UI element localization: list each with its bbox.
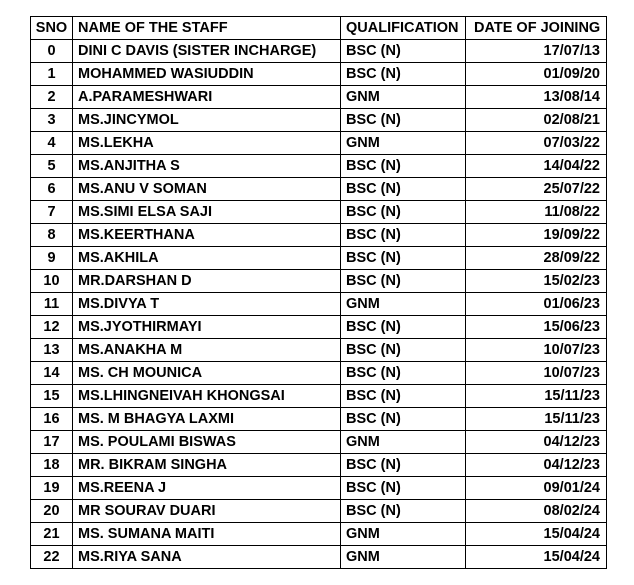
cell-qualification: BSC (N) (341, 316, 466, 339)
table-row (31, 293, 607, 316)
cell-qualification: BSC (N) (341, 408, 466, 431)
cell-qualification: GNM (341, 546, 466, 569)
table-row (31, 178, 607, 201)
cell-qualification: GNM (341, 431, 466, 454)
cell-date-of-joining: 01/09/20 (466, 63, 607, 86)
cell-date-of-joining: 09/01/24 (466, 477, 607, 500)
cell-sno: 13 (31, 339, 73, 362)
cell-name: MS.KEERTHANA (73, 224, 341, 247)
cell-name: MS.JINCYMOL (73, 109, 341, 132)
cell-sno: 22 (31, 546, 73, 569)
cell-name: MS. M BHAGYA LAXMI (73, 408, 341, 431)
cell-sno: 14 (31, 362, 73, 385)
cell-qualification: BSC (N) (341, 270, 466, 293)
cell-sno: 0 (31, 40, 73, 63)
cell-qualification: GNM (341, 523, 466, 546)
cell-date-of-joining: 15/02/23 (466, 270, 607, 293)
table-row (31, 477, 607, 500)
table-row (31, 546, 607, 569)
cell-qualification: BSC (N) (341, 63, 466, 86)
cell-name: MS. CH MOUNICA (73, 362, 341, 385)
cell-qualification: GNM (341, 293, 466, 316)
cell-date-of-joining: 15/06/23 (466, 316, 607, 339)
table-row (31, 247, 607, 270)
cell-name: MS.DIVYA T (73, 293, 341, 316)
cell-name: MS. SUMANA MAITI (73, 523, 341, 546)
cell-sno: 12 (31, 316, 73, 339)
header-sno: SNO (31, 17, 73, 40)
cell-name: DINI C DAVIS (SISTER INCHARGE) (73, 40, 341, 63)
cell-sno: 19 (31, 477, 73, 500)
table-row (31, 454, 607, 477)
cell-qualification: BSC (N) (341, 40, 466, 63)
cell-name: MOHAMMED WASIUDDIN (73, 63, 341, 86)
cell-qualification: BSC (N) (341, 155, 466, 178)
table-row (31, 523, 607, 546)
table-row (31, 270, 607, 293)
cell-sno: 1 (31, 63, 73, 86)
cell-qualification: BSC (N) (341, 477, 466, 500)
header-row (31, 17, 607, 40)
cell-date-of-joining: 25/07/22 (466, 178, 607, 201)
cell-date-of-joining: 04/12/23 (466, 431, 607, 454)
cell-qualification: BSC (N) (341, 178, 466, 201)
cell-name: MS.SIMI ELSA SAJI (73, 201, 341, 224)
staff-table-container (30, 16, 607, 569)
table-row (31, 86, 607, 109)
cell-sno: 16 (31, 408, 73, 431)
cell-date-of-joining: 15/11/23 (466, 385, 607, 408)
table-row (31, 224, 607, 247)
cell-name: A.PARAMESHWARI (73, 86, 341, 109)
cell-sno: 15 (31, 385, 73, 408)
table-row (31, 40, 607, 63)
cell-name: MS.ANU V SOMAN (73, 178, 341, 201)
cell-qualification: BSC (N) (341, 247, 466, 270)
cell-qualification: BSC (N) (341, 224, 466, 247)
cell-sno: 17 (31, 431, 73, 454)
cell-name: MS.ANAKHA M (73, 339, 341, 362)
cell-name: MR SOURAV DUARI (73, 500, 341, 523)
table-row (31, 362, 607, 385)
cell-qualification: BSC (N) (341, 500, 466, 523)
cell-date-of-joining: 10/07/23 (466, 339, 607, 362)
table-row (31, 431, 607, 454)
cell-date-of-joining: 15/11/23 (466, 408, 607, 431)
staff-table (30, 16, 607, 569)
cell-sno: 3 (31, 109, 73, 132)
cell-name: MS.AKHILA (73, 247, 341, 270)
cell-qualification: BSC (N) (341, 454, 466, 477)
cell-name: MR. BIKRAM SINGHA (73, 454, 341, 477)
cell-sno: 9 (31, 247, 73, 270)
cell-name: MS.LEKHA (73, 132, 341, 155)
cell-qualification: BSC (N) (341, 362, 466, 385)
cell-date-of-joining: 10/07/23 (466, 362, 607, 385)
cell-name: MR.DARSHAN D (73, 270, 341, 293)
cell-date-of-joining: 07/03/22 (466, 132, 607, 155)
cell-date-of-joining: 02/08/21 (466, 109, 607, 132)
cell-qualification: BSC (N) (341, 339, 466, 362)
cell-date-of-joining: 17/07/13 (466, 40, 607, 63)
cell-date-of-joining: 01/06/23 (466, 293, 607, 316)
table-row (31, 385, 607, 408)
cell-date-of-joining: 14/04/22 (466, 155, 607, 178)
cell-name: MS.JYOTHIRMAYI (73, 316, 341, 339)
cell-sno: 20 (31, 500, 73, 523)
cell-date-of-joining: 28/09/22 (466, 247, 607, 270)
cell-date-of-joining: 04/12/23 (466, 454, 607, 477)
cell-qualification: BSC (N) (341, 109, 466, 132)
cell-name: MS. POULAMI BISWAS (73, 431, 341, 454)
cell-sno: 6 (31, 178, 73, 201)
cell-name: MS.ANJITHA S (73, 155, 341, 178)
table-row (31, 63, 607, 86)
cell-sno: 8 (31, 224, 73, 247)
table-row (31, 408, 607, 431)
table-row (31, 500, 607, 523)
table-row (31, 132, 607, 155)
cell-date-of-joining: 15/04/24 (466, 546, 607, 569)
table-row (31, 155, 607, 178)
cell-date-of-joining: 13/08/14 (466, 86, 607, 109)
cell-qualification: BSC (N) (341, 385, 466, 408)
header-name: NAME OF THE STAFF (73, 17, 341, 40)
cell-name: MS.REENA J (73, 477, 341, 500)
header-qualification: QUALIFICATION (341, 17, 466, 40)
cell-sno: 10 (31, 270, 73, 293)
cell-qualification: GNM (341, 86, 466, 109)
cell-sno: 11 (31, 293, 73, 316)
cell-qualification: BSC (N) (341, 201, 466, 224)
cell-sno: 2 (31, 86, 73, 109)
header-date-of-joining: DATE OF JOINING (466, 17, 607, 40)
cell-date-of-joining: 19/09/22 (466, 224, 607, 247)
cell-sno: 5 (31, 155, 73, 178)
cell-sno: 21 (31, 523, 73, 546)
table-row (31, 201, 607, 224)
cell-name: MS.LHINGNEIVAH KHONGSAI (73, 385, 341, 408)
cell-sno: 18 (31, 454, 73, 477)
table-row (31, 109, 607, 132)
cell-qualification: GNM (341, 132, 466, 155)
table-row (31, 316, 607, 339)
cell-sno: 7 (31, 201, 73, 224)
table-row (31, 339, 607, 362)
cell-date-of-joining: 15/04/24 (466, 523, 607, 546)
cell-date-of-joining: 08/02/24 (466, 500, 607, 523)
cell-date-of-joining: 11/08/22 (466, 201, 607, 224)
cell-name: MS.RIYA SANA (73, 546, 341, 569)
cell-sno: 4 (31, 132, 73, 155)
